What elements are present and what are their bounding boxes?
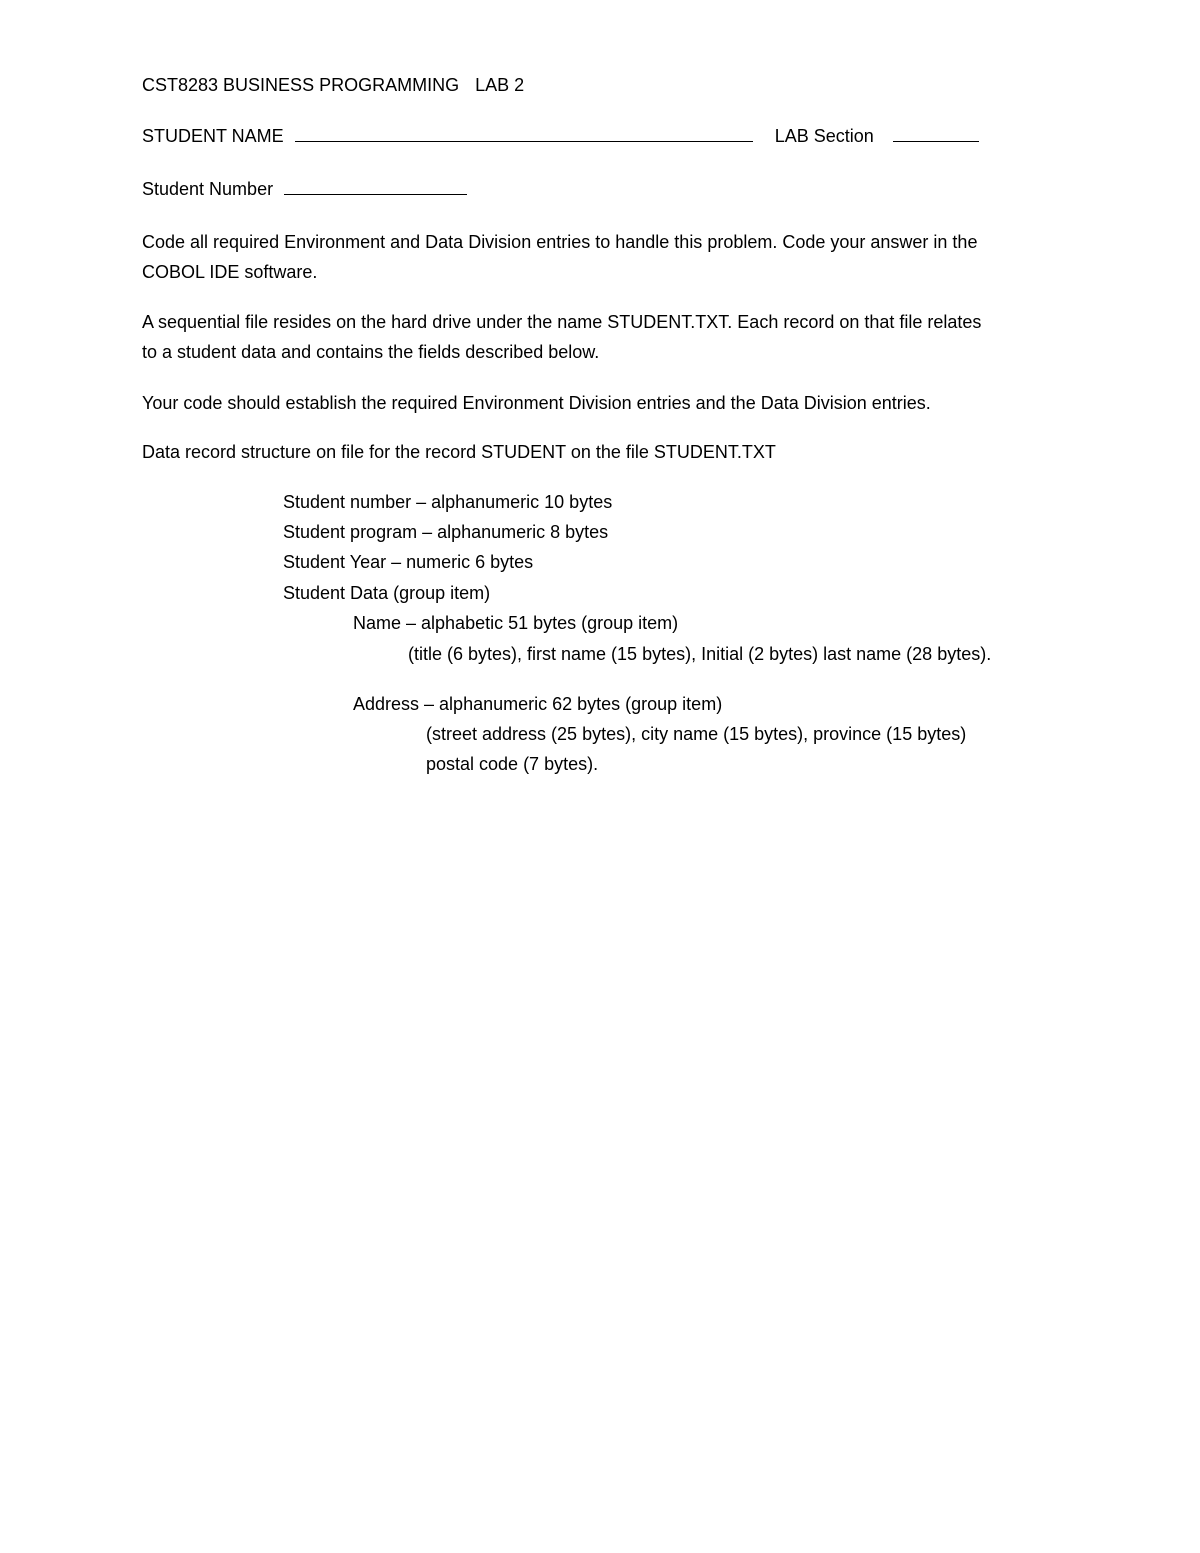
lab-section-blank[interactable] (893, 125, 979, 142)
record-item-student-number: Student number – alphanumeric 10 bytes (283, 492, 613, 512)
paragraph-1-line-2: COBOL IDE software. (142, 262, 318, 282)
paragraph-1-line-1: Code all required Environment and Data Division entries to handle this problem. Code your answer in the (142, 232, 978, 252)
record-name-detail: (title (6 bytes), first name (15 bytes), Initial (2 bytes) last name (28 bytes). (408, 644, 992, 664)
student-number-blank[interactable] (284, 178, 467, 195)
student-number-row (142, 177, 467, 201)
paragraph-4: Data record structure on file for the record STUDENT on the file STUDENT.TXT (142, 442, 776, 462)
document-header (142, 73, 524, 97)
course-title: CST8283 BUSINESS PROGRAMMING (142, 75, 460, 95)
paragraph-2-line-1: A sequential file resides on the hard drive under the name STUDENT.TXT. Each record on that file relates (142, 312, 982, 332)
record-item-student-year: Student Year – numeric 6 bytes (283, 552, 534, 572)
record-item-student-program: Student program – alphanumeric 8 bytes (283, 522, 609, 542)
student-number-label: Student Number (142, 179, 274, 199)
student-name-label: STUDENT NAME (142, 126, 284, 146)
lab-section-label: LAB Section (774, 126, 874, 146)
record-address-detail-2: postal code (7 bytes). (426, 754, 599, 774)
student-name-row (142, 124, 979, 148)
paragraph-2-line-2: to a student data and contains the fields described below. (142, 342, 600, 362)
lab-title: LAB 2 (475, 75, 525, 95)
paragraph-3: Your code should establish the required Environment Division entries and the Data Division entries. (142, 393, 931, 413)
record-address-detail-1: (street address (25 bytes), city name (15 bytes), province (15 bytes) (426, 724, 967, 744)
record-item-student-data: Student Data (group item) (283, 583, 491, 603)
record-name-group: Name – alphabetic 51 bytes (group item) (353, 613, 679, 633)
student-name-blank[interactable] (295, 125, 753, 142)
record-address-group: Address – alphanumeric 62 bytes (group item) (353, 694, 723, 714)
